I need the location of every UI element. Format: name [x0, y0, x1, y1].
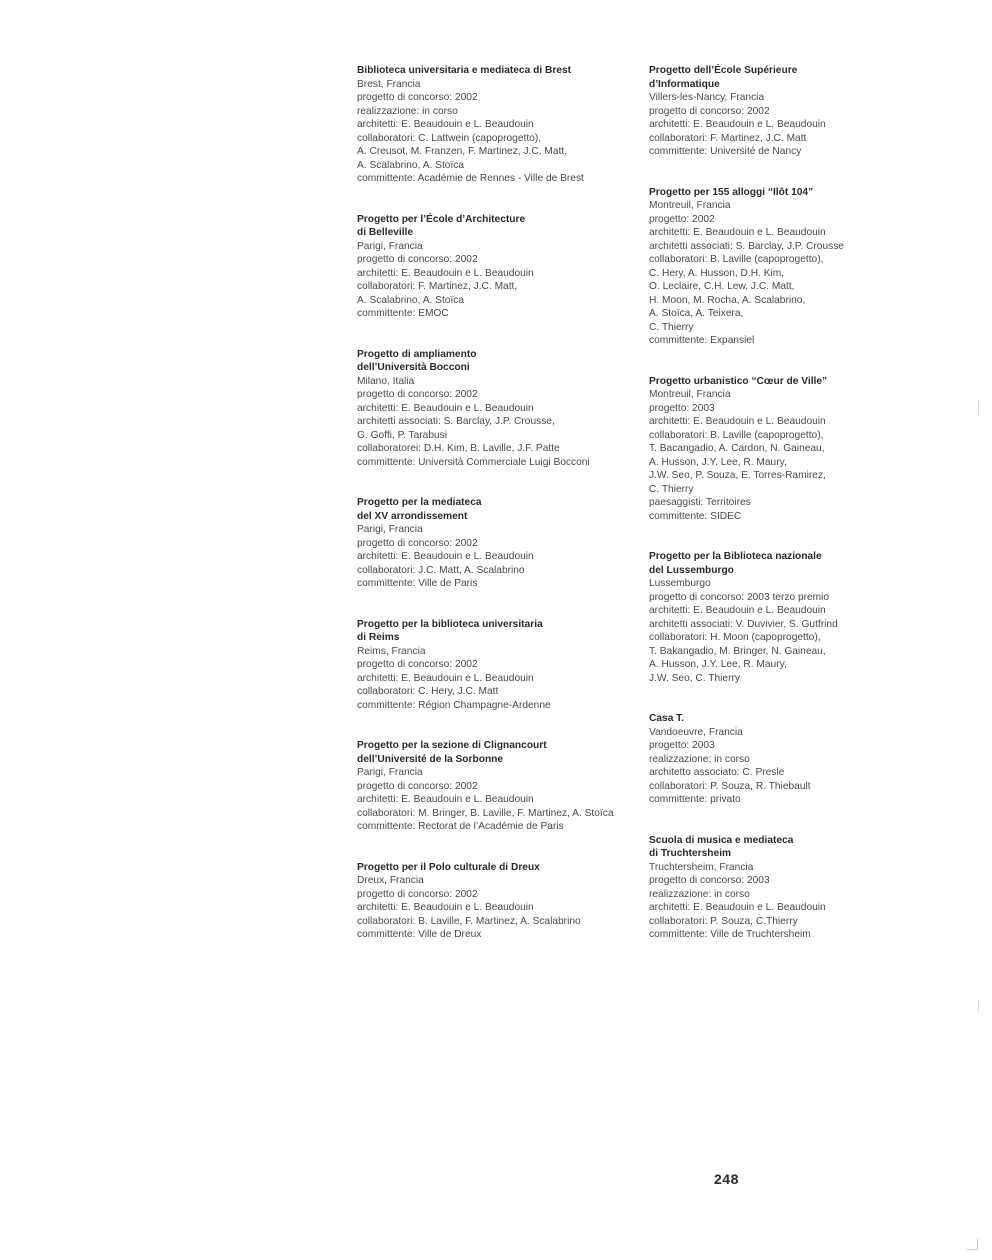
project-entry [357, 618, 637, 713]
entry-spacer [357, 604, 637, 618]
project-detail-line: collaboratori: J.C. Matt, A. Scalabrino [357, 564, 525, 576]
project-detail-line: progetto di concorso: 2002 [357, 254, 478, 265]
project-detail-line: realizzazione: in corso [649, 888, 750, 900]
project-detail-line: J.W. Seo, P. Souza, E. Torres-Ramirez, [649, 470, 826, 481]
project-entry [357, 496, 637, 591]
project-title: Progetto per la mediateca del XV arrondissement [357, 497, 482, 522]
project-detail-line: Milano, Italia [357, 375, 415, 387]
project-title: Progetto per l’École d’Architecture di Belleville [357, 213, 526, 238]
project-detail-line: collaboratori: P. Souza, C.Thierry [649, 915, 798, 927]
project-title: Casa T. [649, 713, 685, 724]
project-detail-line: progetto di concorso: 2002 [357, 537, 478, 549]
project-detail-line: architetti: E. Beaudouin e L. Beaudouin [649, 227, 826, 238]
project-detail-line: progetto di concorso: 2002 [357, 92, 478, 103]
entry-spacer [357, 712, 637, 726]
entry-spacer [649, 807, 949, 821]
project-detail-line: collaboratori: P. Souza, R. Thiebault [649, 780, 811, 792]
project-title: Progetto per la biblioteca universitaria di Reims [357, 618, 543, 643]
project-detail-line: collaboratori: B. Laville (capoprogetto), [649, 429, 824, 441]
entry-spacer [357, 483, 637, 497]
project-detail-line: T. Bakangadio, M. Bringer, N. Gaineau, [649, 645, 826, 657]
project-entry [649, 375, 949, 524]
project-detail-line: committente: Ville de Dreux [357, 929, 482, 940]
project-detail-line: architetto associato: C. Presle [649, 767, 785, 778]
project-detail-line: Brest, Francia [357, 78, 421, 90]
project-detail-line: architetti: E. Beaudouin e L. Beaudouin [357, 267, 534, 279]
project-detail-line: realizzazione: in corso [649, 753, 750, 765]
project-detail-line: A. Husson, J.Y. Lee, R. Maury, [649, 456, 787, 468]
project-detail-line: Truchtersheim, Francia [649, 861, 754, 873]
project-detail-line: progetto di concorso: 2003 [649, 875, 770, 886]
entry-spacer [357, 334, 637, 348]
entry-spacer [649, 685, 949, 699]
project-detail-line: collaboratori: B. Laville, F. Martinez, A. Scalabrino [357, 915, 581, 927]
entry-spacer [357, 469, 637, 483]
project-detail-line: collaboratori: B. Laville (capoprogetto), [649, 254, 824, 265]
project-detail-line: collaboratori: F. Martinez, J.C. Matt, [357, 281, 518, 292]
project-detail-line: committente: Académie de Rennes - Ville de Brest [357, 173, 584, 184]
entry-spacer [357, 726, 637, 740]
project-detail-line: A. Scalabrino, A. Stoïca [357, 294, 465, 306]
project-entry [649, 186, 949, 348]
project-detail-line: realizzazione: in corso [357, 105, 458, 117]
left-column [357, 64, 637, 942]
project-detail-line: G. Goffi, P. Tarabusi [357, 429, 448, 441]
entry-spacer [649, 159, 949, 173]
entry-spacer [649, 361, 949, 375]
entry-spacer [357, 199, 637, 213]
project-detail-line: C. Hery, A. Husson, D.H. Kim, [649, 267, 785, 279]
project-detail-line: architetti: E. Beaudouin e L. Beaudouin [357, 902, 534, 913]
scan-edge-mark [978, 400, 979, 414]
project-detail-line: J.W. Seo, C. Thierry [649, 672, 740, 684]
project-detail-line: Montreuil, Francia [649, 200, 731, 211]
project-detail-line: Dreux, Francia [357, 875, 424, 886]
project-detail-line: committente: Région Champagne-Ardenne [357, 699, 551, 711]
project-entry [357, 861, 637, 942]
project-detail-line: committente: Università Commerciale Luigi Bocconi [357, 456, 590, 468]
project-detail-line: progetto di concorso: 2002 [649, 105, 770, 117]
project-detail-line: architetti: E. Beaudouin e L. Beaudouin [357, 794, 534, 805]
project-entry [357, 739, 637, 834]
project-entry [357, 64, 637, 186]
project-detail-line: architetti associati: V. Duvivier, S. Gutfrind [649, 618, 838, 630]
project-detail-line: progetto di concorso: 2002 [357, 659, 478, 670]
project-detail-line: collaboratori: F. Martinez, J.C. Matt [649, 132, 807, 144]
project-title: Progetto per la sezione di Clignancourt dell’Université de la Sorbonne [357, 740, 547, 765]
project-detail-line: collaboratori: C. Lattwein (capoprogetto), [357, 132, 542, 144]
entry-spacer [649, 172, 949, 186]
project-detail-line: O. Leclaire, C.H. Lew, J.C. Matt, [649, 281, 795, 292]
scan-edge-mark [978, 1000, 979, 1012]
entry-spacer [649, 348, 949, 362]
project-detail-line: progetto di concorso: 2003 terzo premio [649, 591, 830, 603]
project-title: Progetto urbanistico “Cœur de Ville” [649, 375, 828, 387]
project-detail-line: A. Husson, J.Y. Lee, R. Maury, [649, 659, 787, 670]
project-detail-line: architetti: E. Beaudouin e L. Beaudouin [649, 119, 826, 130]
project-entry [649, 64, 949, 159]
project-detail-line: Parigi, Francia [357, 524, 423, 535]
project-entry [357, 213, 637, 321]
project-detail-line: Parigi, Francia [357, 767, 423, 778]
project-detail-line: A. Stoïca, A. Teixera, [649, 308, 744, 319]
project-detail-line: architetti associati: S. Barclay, J.P. Crousse, [357, 416, 555, 427]
project-entry [357, 348, 637, 470]
project-entry [649, 712, 949, 807]
project-detail-line: committente: privato [649, 794, 741, 805]
project-title: Progetto per il Polo culturale di Dreux [357, 861, 540, 873]
entry-spacer [649, 699, 949, 713]
project-entry [649, 834, 949, 942]
project-detail-line: committente: SIDEC [649, 510, 742, 522]
project-detail-line: progetto di concorso: 2002 [357, 888, 478, 900]
project-detail-line: progetto: 2002 [649, 213, 715, 225]
right-column [649, 64, 949, 942]
project-detail-line: progetto: 2003 [649, 740, 715, 751]
project-detail-line: committente: Université de Nancy [649, 146, 802, 157]
project-detail-line: A. Creusot, M. Franzen, F. Martinez, J.C. Matt, [357, 146, 568, 157]
project-detail-line: C. Thierry [649, 321, 694, 333]
project-detail-line: architetti: E. Beaudouin e L. Beaudouin [357, 672, 534, 684]
project-detail-line: architetti: E. Beaudouin e L. Beaudouin [649, 902, 826, 913]
entry-spacer [649, 820, 949, 834]
page-number: 248 [714, 1171, 739, 1187]
crop-mark [967, 1239, 978, 1250]
project-title: Progetto dell’École Supérieure d’Informatique [649, 65, 798, 90]
project-detail-line: progetto: 2003 [649, 402, 715, 414]
project-detail-line: C. Thierry [649, 483, 694, 495]
entry-spacer [357, 591, 637, 605]
project-title: Progetto per 155 alloggi “Ilôt 104” [649, 186, 814, 198]
project-title: Progetto per la Biblioteca nazionale del Lussemburgo [649, 551, 822, 576]
entry-spacer [649, 537, 949, 551]
project-detail-line: progetto di concorso: 2002 [357, 389, 478, 400]
project-detail-line: architetti: E. Beaudouin e L. Beaudouin [649, 605, 826, 616]
project-detail-line: architetti: E. Beaudouin e L. Beaudouin [357, 119, 534, 130]
project-detail-line: committente: Ville de Paris [357, 578, 478, 589]
project-detail-line: A. Scalabrino, A. Stoïca [357, 159, 465, 171]
project-title: Progetto di ampliamento dell’Università Bocconi [357, 348, 477, 373]
project-entry [649, 550, 949, 685]
project-detail-line: progetto di concorso: 2002 [357, 780, 478, 792]
project-detail-line: architetti: E. Beaudouin e L. Beaudouin [357, 402, 534, 414]
project-detail-line: Vandoeuvre, Francia [649, 726, 743, 738]
project-detail-line: architetti associati: S. Barclay, J.P. Crousse [649, 240, 844, 252]
entry-spacer [357, 321, 637, 335]
project-detail-line: paesaggisti: Territoires [649, 497, 751, 508]
entry-spacer [357, 834, 637, 848]
entry-spacer [357, 847, 637, 861]
project-detail-line: committente: EMOC [357, 308, 449, 319]
project-title: Biblioteca universitaria e mediateca di Brest [357, 65, 572, 76]
project-detail-line: Montreuil, Francia [649, 389, 731, 400]
project-detail-line: architetti: E. Beaudouin e L. Beaudouin [357, 551, 534, 562]
project-detail-line: Parigi, Francia [357, 240, 423, 252]
project-detail-line: T. Bacangadio, A. Cardon, N. Gaineau, [649, 443, 825, 454]
project-detail-line: collaboratori: M. Bringer, B. Laville, F. Martinez, A. Stoïca [357, 807, 614, 819]
project-detail-line: collaboratori: C. Hery, J.C. Matt [357, 686, 499, 697]
project-detail-line: Lussemburgo [649, 578, 711, 589]
project-detail-line: collaboratorei: D.H. Kim, B. Laville, J.F. Patte [357, 443, 560, 454]
project-detail-line: Villers-les-Nancy, Francia [649, 92, 765, 103]
project-detail-line: committente: Ville de Truchtersheim [649, 929, 811, 940]
project-title: Scuola di musica e mediateca di Truchtersheim [649, 834, 794, 859]
project-detail-line: Reims, Francia [357, 645, 426, 657]
project-detail-line: committente: Rectorat de l’Académie de Paris [357, 821, 564, 832]
project-detail-line: collaboratori: H. Moon (capoprogetto), [649, 632, 821, 643]
project-detail-line: H. Moon, M. Rocha, A. Scalabrino, [649, 294, 806, 306]
entry-spacer [649, 523, 949, 537]
entry-spacer [357, 186, 637, 200]
project-detail-line: architetti: E. Beaudouin e L. Beaudouin [649, 416, 826, 427]
project-detail-line: committente: Expansiel [649, 335, 755, 346]
